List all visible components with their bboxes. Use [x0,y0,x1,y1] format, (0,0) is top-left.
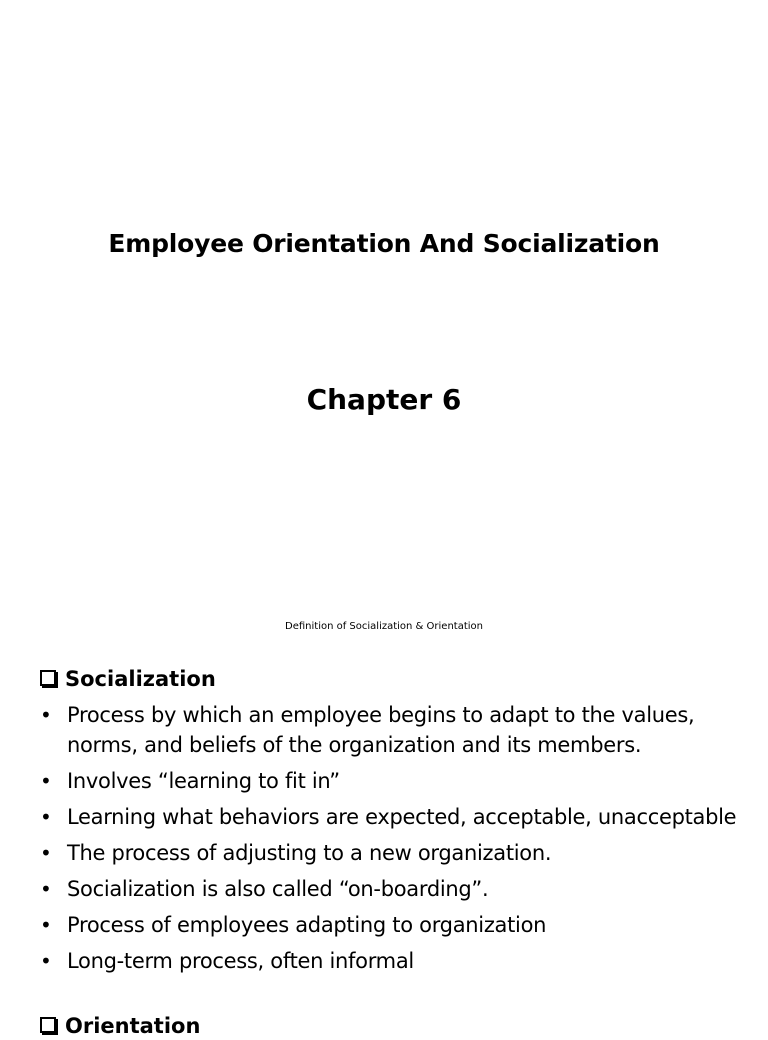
definition-heading: Definition of Socialization & Orientation [285,621,483,632]
bullet-icon: • [40,949,52,973]
list-item: • Learning what behaviors are expected, acceptable, unacceptable [40,802,740,832]
section-heading-text: Orientation [65,1014,201,1038]
list-item: • The process of adjusting to a new organization. [40,838,740,868]
list-item: • Long-term process, often informal [40,946,740,976]
list-item: • Process by which an employee begins to adapt to the values, norms, and beliefs of the organization and its members. [40,700,740,760]
section-heading-text: Socialization [65,667,216,691]
bullet-icon: • [40,805,52,829]
checkbox-icon [40,1017,56,1033]
bullet-icon: • [40,877,52,901]
socialization-bullet-list [40,700,740,976]
section-heading-socialization [40,665,740,693]
list-item: • Process of employees adapting to organization [40,910,740,940]
slide-title: Employee Orientation And Socialization [108,229,660,258]
list-item: • Socialization is also called “on-boarding”. [40,874,740,904]
bullet-icon: • [40,913,52,937]
socialization-section [40,665,740,982]
chapter-label: Chapter 6 [306,383,462,416]
section-heading-orientation [40,1012,200,1040]
bullet-icon: • [40,703,52,727]
checkbox-icon [40,670,56,686]
bullet-icon: • [40,769,52,793]
list-item: • Involves “learning to fit in” [40,766,740,796]
bullet-icon: • [40,841,52,865]
